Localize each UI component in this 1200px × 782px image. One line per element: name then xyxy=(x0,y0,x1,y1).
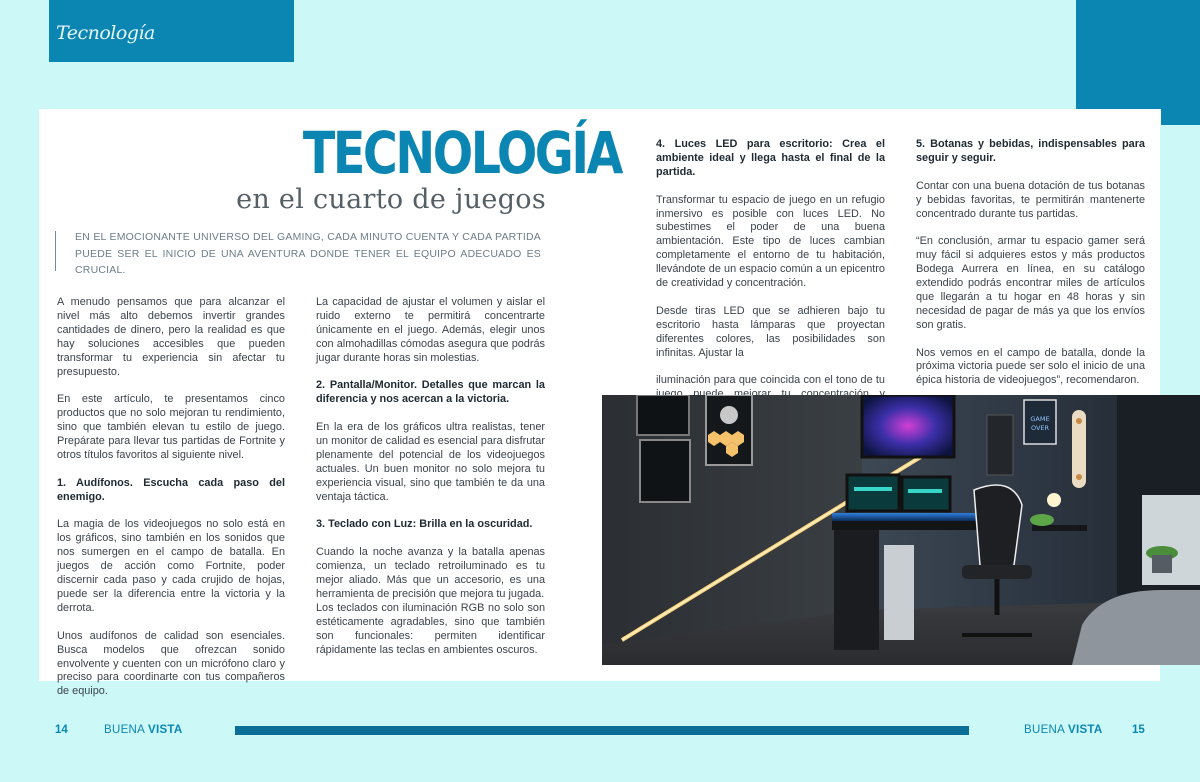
section-heading: 4. Luces LED para escritorio: Crea el ambiente ideal y llega hasta el final de la partida. xyxy=(656,138,885,178)
paragraph: Transformar tu espacio de juego en un refugio inmersivo es posible con luces LED. No subestimes el poder de una buena ambientación. Este tipo de luces cambian completamente el entorno de tu habitación, llevándote de un espacio común a un epicentro de creatividad y concentración. xyxy=(656,193,885,290)
section-label: Tecnología xyxy=(56,22,155,44)
text-column-4 xyxy=(916,138,1145,402)
paragraph: La capacidad de ajustar el volumen y aislar el ruido externo te permitirá concentrarte únicamente en el juego. Además, elegir unos con almohadillas cómodas asegura que podrás jugar durante horas sin molestias. xyxy=(316,296,545,364)
article-subtitle: en el cuarto de juegos xyxy=(236,184,546,215)
poster-text-over: OVER xyxy=(1030,424,1050,432)
right-magazine-name xyxy=(1024,724,1103,736)
paragraph: En la era de los gráficos ultra realistas, tener un monitor de calidad es esencial para disfrutar plenamente del potencial de los videojuegos actuales. Un buen monitor no solo mejora tu experiencia visual, sino que también te da una ventaja táctica. xyxy=(316,421,545,503)
magazine-name-plain: BUENA xyxy=(104,724,148,736)
paragraph: Unos audífonos de calidad son esenciales. Busca modelos que ofrezcan sonido envolvente y cuenten con un micrófono claro y preciso para coordinarte con tus compañeros de equipo. xyxy=(57,629,285,698)
magazine-name-bold: VISTA xyxy=(147,724,183,736)
magazine-name-plain: BUENA xyxy=(1024,724,1068,736)
text-column-2 xyxy=(316,296,545,671)
magazine-name-bold: VISTA xyxy=(1067,724,1103,736)
article-title: TECNOLOGÍA xyxy=(302,119,621,187)
section-heading: 5. Botanas y bebidas, indispensables para seguir y seguir. xyxy=(916,138,1145,164)
lead-paragraph: EN EL EMOCIONANTE UNIVERSO DEL GAMING, CADA MINUTO CUENTA Y CADA PARTIDA PUEDE SER EL INICIO DE UNA AVENTURA DONDE TENER EL EQUIPO ADECUADO ES CRUCIAL. xyxy=(75,231,541,276)
text-column-1 xyxy=(57,296,285,713)
right-page-number: 15 xyxy=(1132,724,1145,736)
section-heading: 1. Audífonos. Escucha cada paso del enemigo. xyxy=(57,476,285,503)
paragraph: Los teclados con iluminación RGB no solo son estéticamente agradables, sino que también son funcionales: permiten identificar rápidamente las teclas en ambientes oscuros. xyxy=(316,601,545,656)
paragraph: Contar con una buena dotación de tus botanas y bebidas favoritas, te permitirán mantenerte concentrado durante tus partidas. xyxy=(916,179,1145,220)
paragraph: iluminación para que coincida con el tono de tu xyxy=(656,374,885,387)
poster-text-game: GAME xyxy=(1030,415,1050,423)
paragraph: Cuando la noche avanza y la batalla apenas comienza, un teclado retroiluminado es tu mejor aliado. Más que un accesorio, es una herramienta de precisión que mejora tu jugada. xyxy=(316,546,545,600)
gaming-room-photo xyxy=(602,395,1200,665)
left-page-number: 14 xyxy=(55,724,68,736)
left-magazine-name xyxy=(104,724,183,736)
text-column-3 xyxy=(656,138,885,430)
paragraph: En este artículo, te presentamos cinco productos que no solo mejoran tu rendimiento, sino que también elevan tu estilo de juego. Prepárate para llevar tus partidas de Fortnite y otros títulos favoritos al siguiente nivel. xyxy=(57,393,285,461)
lead-divider xyxy=(55,231,56,271)
section-heading: 3. Teclado con Luz: Brilla en la oscuridad. xyxy=(316,518,533,531)
paragraph: A menudo pensamos que para alcanzar el nivel más alto debemos invertir grandes cantidades de dinero, pero la realidad es que hay soluciones accesibles que pueden transformar tu experiencia sin afectar tu presupuesto. xyxy=(57,296,285,378)
footer-bar xyxy=(235,726,969,735)
paragraph: “En conclusión, armar tu espacio gamer será muy fácil si adquieres estos y más productos Bodega Aurrera en línea, en su catálogo extendido podrás encontrar miles de artículos que llegarán a tu hogar en 48 horas y sin necesidad de pagar de más ya que los envíos son gratis. xyxy=(916,235,1145,331)
paragraph: Nos vemos en el campo de batalla, donde la próxima victoria puede ser solo el inicio de una épica historia de videojuegos”, recomendaron. xyxy=(916,346,1145,387)
section-heading: 2. Pantalla/Monitor. Detalles que marcan la diferencia y nos acercan a la victoria. xyxy=(316,379,545,406)
paragraph: Desde tiras LED que se adhieren bajo tu escritorio hasta lámparas que proyectan diferentes colores, las posibilidades son infinitas. Ajustar la xyxy=(656,304,885,359)
corner-accent-block xyxy=(1076,0,1200,125)
section-tab xyxy=(49,0,294,62)
paragraph: La magia de los videojuegos no solo está en los gráficos, sino también en los sonidos que nos sumergen en el campo de batalla. En juegos de acción como Fortnite, poder discernir cada paso y cada crujido de hojas, puede ser la diferencia entre la victoria y la derrota. xyxy=(57,518,285,614)
